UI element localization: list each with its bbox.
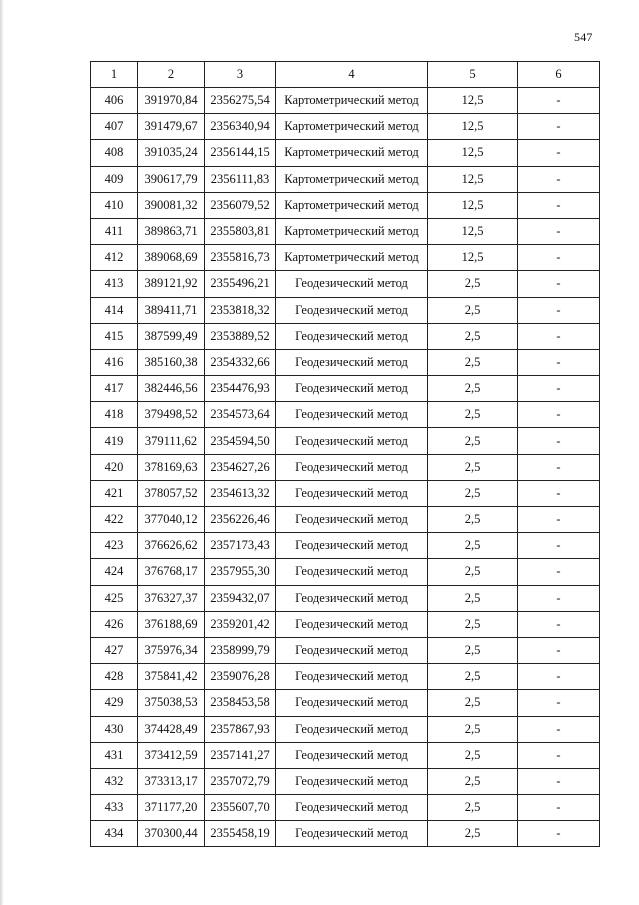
description-cell: -	[518, 297, 600, 323]
accuracy-cell: 2,5	[428, 585, 518, 611]
x-coordinate-cell: 375038,53	[138, 690, 205, 716]
method-cell: Геодезический метод	[276, 742, 428, 768]
description-cell: -	[518, 192, 600, 218]
column-header: 4	[276, 62, 428, 88]
accuracy-cell: 12,5	[428, 192, 518, 218]
table-row	[91, 349, 600, 375]
column-header: 2	[138, 62, 205, 88]
accuracy-cell: 2,5	[428, 533, 518, 559]
x-coordinate-cell: 375841,42	[138, 664, 205, 690]
x-coordinate-cell: 389121,92	[138, 271, 205, 297]
method-cell: Геодезический метод	[276, 559, 428, 585]
table-row	[91, 271, 600, 297]
y-coordinate-cell: 2354476,93	[205, 376, 276, 402]
table-row	[91, 218, 600, 244]
description-cell: -	[518, 507, 600, 533]
x-coordinate-cell: 377040,12	[138, 507, 205, 533]
accuracy-cell: 12,5	[428, 245, 518, 271]
description-cell: -	[518, 218, 600, 244]
table-row	[91, 533, 600, 559]
y-coordinate-cell: 2353818,32	[205, 297, 276, 323]
description-cell: -	[518, 795, 600, 821]
point-number-cell: 423	[91, 533, 138, 559]
table-row	[91, 795, 600, 821]
point-number-cell: 413	[91, 271, 138, 297]
method-cell: Геодезический метод	[276, 690, 428, 716]
method-cell: Картометрический метод	[276, 218, 428, 244]
method-cell: Геодезический метод	[276, 585, 428, 611]
point-number-cell: 425	[91, 585, 138, 611]
y-coordinate-cell: 2354613,32	[205, 480, 276, 506]
accuracy-cell: 2,5	[428, 637, 518, 663]
table-row	[91, 245, 600, 271]
method-cell: Геодезический метод	[276, 716, 428, 742]
description-cell: -	[518, 742, 600, 768]
table-row	[91, 454, 600, 480]
point-number-cell: 427	[91, 637, 138, 663]
y-coordinate-cell: 2355458,19	[205, 821, 276, 847]
method-cell: Геодезический метод	[276, 454, 428, 480]
method-cell: Геодезический метод	[276, 323, 428, 349]
accuracy-cell: 2,5	[428, 795, 518, 821]
table-row	[91, 559, 600, 585]
x-coordinate-cell: 370300,44	[138, 821, 205, 847]
x-coordinate-cell: 379111,62	[138, 428, 205, 454]
point-number-cell: 418	[91, 402, 138, 428]
description-cell: -	[518, 402, 600, 428]
method-cell: Геодезический метод	[276, 821, 428, 847]
method-cell: Геодезический метод	[276, 795, 428, 821]
description-cell: -	[518, 88, 600, 114]
y-coordinate-cell: 2356340,94	[205, 114, 276, 140]
x-coordinate-cell: 371177,20	[138, 795, 205, 821]
y-coordinate-cell: 2354594,50	[205, 428, 276, 454]
description-cell: -	[518, 480, 600, 506]
description-cell: -	[518, 428, 600, 454]
y-coordinate-cell: 2353889,52	[205, 323, 276, 349]
accuracy-cell: 12,5	[428, 88, 518, 114]
point-number-cell: 432	[91, 768, 138, 794]
y-coordinate-cell: 2356226,46	[205, 507, 276, 533]
point-number-cell: 411	[91, 218, 138, 244]
point-number-cell: 415	[91, 323, 138, 349]
table-row	[91, 192, 600, 218]
accuracy-cell: 2,5	[428, 271, 518, 297]
x-coordinate-cell: 391035,24	[138, 140, 205, 166]
table-row	[91, 88, 600, 114]
x-coordinate-cell: 385160,38	[138, 349, 205, 375]
method-cell: Геодезический метод	[276, 297, 428, 323]
x-coordinate-cell: 376768,17	[138, 559, 205, 585]
description-cell: -	[518, 533, 600, 559]
x-coordinate-cell: 389863,71	[138, 218, 205, 244]
accuracy-cell: 12,5	[428, 140, 518, 166]
y-coordinate-cell: 2357867,93	[205, 716, 276, 742]
x-coordinate-cell: 390617,79	[138, 166, 205, 192]
y-coordinate-cell: 2357072,79	[205, 768, 276, 794]
method-cell: Картометрический метод	[276, 140, 428, 166]
description-cell: -	[518, 585, 600, 611]
accuracy-cell: 2,5	[428, 349, 518, 375]
description-cell: -	[518, 611, 600, 637]
x-coordinate-cell: 378169,63	[138, 454, 205, 480]
description-cell: -	[518, 559, 600, 585]
point-number-cell: 407	[91, 114, 138, 140]
point-number-cell: 429	[91, 690, 138, 716]
point-number-cell: 419	[91, 428, 138, 454]
method-cell: Геодезический метод	[276, 507, 428, 533]
accuracy-cell: 2,5	[428, 611, 518, 637]
point-number-cell: 430	[91, 716, 138, 742]
x-coordinate-cell: 389411,71	[138, 297, 205, 323]
method-cell: Геодезический метод	[276, 611, 428, 637]
y-coordinate-cell: 2355496,21	[205, 271, 276, 297]
accuracy-cell: 2,5	[428, 323, 518, 349]
y-coordinate-cell: 2356144,15	[205, 140, 276, 166]
description-cell: -	[518, 454, 600, 480]
description-cell: -	[518, 768, 600, 794]
x-coordinate-cell: 378057,52	[138, 480, 205, 506]
accuracy-cell: 12,5	[428, 218, 518, 244]
y-coordinate-cell: 2355803,81	[205, 218, 276, 244]
point-number-cell: 412	[91, 245, 138, 271]
x-coordinate-cell: 376327,37	[138, 585, 205, 611]
table-row	[91, 323, 600, 349]
coordinates-table	[90, 61, 600, 847]
table-row	[91, 480, 600, 506]
y-coordinate-cell: 2356079,52	[205, 192, 276, 218]
table-row	[91, 585, 600, 611]
description-cell: -	[518, 664, 600, 690]
method-cell: Картометрический метод	[276, 88, 428, 114]
description-cell: -	[518, 690, 600, 716]
description-cell: -	[518, 349, 600, 375]
method-cell: Геодезический метод	[276, 376, 428, 402]
table-row	[91, 664, 600, 690]
point-number-cell: 414	[91, 297, 138, 323]
point-number-cell: 424	[91, 559, 138, 585]
accuracy-cell: 2,5	[428, 690, 518, 716]
accuracy-cell: 2,5	[428, 507, 518, 533]
accuracy-cell: 12,5	[428, 114, 518, 140]
description-cell: -	[518, 114, 600, 140]
method-cell: Геодезический метод	[276, 480, 428, 506]
y-coordinate-cell: 2357955,30	[205, 559, 276, 585]
method-cell: Геодезический метод	[276, 637, 428, 663]
table-row	[91, 166, 600, 192]
page-number: 547	[574, 30, 593, 44]
method-cell: Геодезический метод	[276, 768, 428, 794]
x-coordinate-cell: 389068,69	[138, 245, 205, 271]
y-coordinate-cell: 2358453,58	[205, 690, 276, 716]
column-header: 6	[518, 62, 600, 88]
point-number-cell: 422	[91, 507, 138, 533]
y-coordinate-cell: 2357173,43	[205, 533, 276, 559]
table-row	[91, 768, 600, 794]
point-number-cell: 426	[91, 611, 138, 637]
accuracy-cell: 2,5	[428, 559, 518, 585]
description-cell: -	[518, 376, 600, 402]
table-row	[91, 611, 600, 637]
point-number-cell: 408	[91, 140, 138, 166]
table-row	[91, 637, 600, 663]
table-header	[91, 62, 600, 88]
accuracy-cell: 2,5	[428, 768, 518, 794]
method-cell: Геодезический метод	[276, 533, 428, 559]
description-cell: -	[518, 245, 600, 271]
table-body	[91, 88, 600, 847]
y-coordinate-cell: 2354573,64	[205, 402, 276, 428]
x-coordinate-cell: 391970,84	[138, 88, 205, 114]
description-cell: -	[518, 716, 600, 742]
method-cell: Геодезический метод	[276, 402, 428, 428]
x-coordinate-cell: 376626,62	[138, 533, 205, 559]
accuracy-cell: 12,5	[428, 166, 518, 192]
description-cell: -	[518, 166, 600, 192]
x-coordinate-cell: 382446,56	[138, 376, 205, 402]
x-coordinate-cell: 390081,32	[138, 192, 205, 218]
accuracy-cell: 2,5	[428, 297, 518, 323]
method-cell: Картометрический метод	[276, 245, 428, 271]
point-number-cell: 428	[91, 664, 138, 690]
description-cell: -	[518, 323, 600, 349]
x-coordinate-cell: 379498,52	[138, 402, 205, 428]
point-number-cell: 416	[91, 349, 138, 375]
table-row	[91, 716, 600, 742]
method-cell: Картометрический метод	[276, 166, 428, 192]
point-number-cell: 409	[91, 166, 138, 192]
method-cell: Геодезический метод	[276, 664, 428, 690]
y-coordinate-cell: 2356275,54	[205, 88, 276, 114]
y-coordinate-cell: 2359076,28	[205, 664, 276, 690]
description-cell: -	[518, 140, 600, 166]
table-row	[91, 821, 600, 847]
y-coordinate-cell: 2356111,83	[205, 166, 276, 192]
y-coordinate-cell: 2354627,26	[205, 454, 276, 480]
y-coordinate-cell: 2359432,07	[205, 585, 276, 611]
point-number-cell: 410	[91, 192, 138, 218]
description-cell: -	[518, 271, 600, 297]
x-coordinate-cell: 391479,67	[138, 114, 205, 140]
y-coordinate-cell: 2355816,73	[205, 245, 276, 271]
accuracy-cell: 2,5	[428, 480, 518, 506]
point-number-cell: 431	[91, 742, 138, 768]
y-coordinate-cell: 2358999,79	[205, 637, 276, 663]
accuracy-cell: 2,5	[428, 402, 518, 428]
method-cell: Картометрический метод	[276, 114, 428, 140]
table-row	[91, 742, 600, 768]
accuracy-cell: 2,5	[428, 716, 518, 742]
table-row	[91, 114, 600, 140]
y-coordinate-cell: 2359201,42	[205, 611, 276, 637]
point-number-cell: 420	[91, 454, 138, 480]
table-row	[91, 297, 600, 323]
y-coordinate-cell: 2354332,66	[205, 349, 276, 375]
table-row	[91, 140, 600, 166]
method-cell: Картометрический метод	[276, 192, 428, 218]
table-row	[91, 507, 600, 533]
column-header: 1	[91, 62, 138, 88]
description-cell: -	[518, 821, 600, 847]
point-number-cell: 406	[91, 88, 138, 114]
method-cell: Геодезический метод	[276, 349, 428, 375]
table-row	[91, 402, 600, 428]
table-row	[91, 690, 600, 716]
x-coordinate-cell: 387599,49	[138, 323, 205, 349]
x-coordinate-cell: 376188,69	[138, 611, 205, 637]
point-number-cell: 421	[91, 480, 138, 506]
x-coordinate-cell: 374428,49	[138, 716, 205, 742]
table-row	[91, 428, 600, 454]
point-number-cell: 433	[91, 795, 138, 821]
point-number-cell: 417	[91, 376, 138, 402]
accuracy-cell: 2,5	[428, 376, 518, 402]
x-coordinate-cell: 373412,59	[138, 742, 205, 768]
method-cell: Геодезический метод	[276, 428, 428, 454]
table-row	[91, 376, 600, 402]
method-cell: Геодезический метод	[276, 271, 428, 297]
scan-edge-shadow	[0, 0, 3, 905]
description-cell: -	[518, 637, 600, 663]
column-header: 3	[205, 62, 276, 88]
header-row	[91, 62, 600, 88]
x-coordinate-cell: 373313,17	[138, 768, 205, 794]
accuracy-cell: 2,5	[428, 664, 518, 690]
x-coordinate-cell: 375976,34	[138, 637, 205, 663]
accuracy-cell: 2,5	[428, 821, 518, 847]
accuracy-cell: 2,5	[428, 454, 518, 480]
y-coordinate-cell: 2355607,70	[205, 795, 276, 821]
column-header: 5	[428, 62, 518, 88]
accuracy-cell: 2,5	[428, 742, 518, 768]
point-number-cell: 434	[91, 821, 138, 847]
accuracy-cell: 2,5	[428, 428, 518, 454]
y-coordinate-cell: 2357141,27	[205, 742, 276, 768]
